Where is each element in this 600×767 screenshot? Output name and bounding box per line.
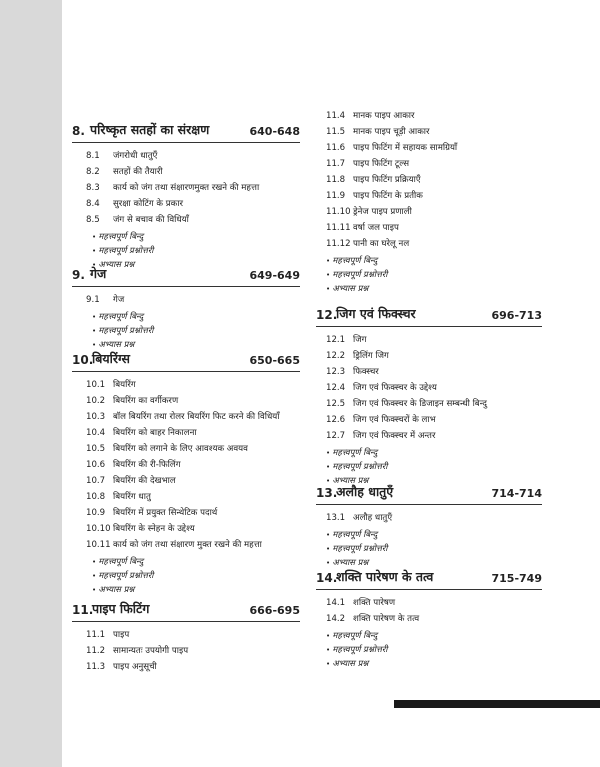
footer-bar <box>394 700 600 708</box>
toc-bullet-item[interactable]: • महत्त्वपूर्ण प्रश्नोत्तरी <box>326 266 387 282</box>
toc-entry-number: 11.2 <box>86 646 106 656</box>
toc-entry-number: 10.2 <box>86 396 106 406</box>
chapter-pages: 666-695 <box>249 604 300 617</box>
chapter-heading[interactable] <box>72 345 300 372</box>
toc-entry[interactable] <box>86 164 163 180</box>
toc-entry-title: जिग एवं फिक्स्चरों के लाभ <box>353 415 436 425</box>
toc-entry[interactable] <box>86 489 151 505</box>
chapter-pages: 649-649 <box>249 269 300 282</box>
toc-entry-title: पाइप फिटिंग के प्रतीक <box>353 191 423 201</box>
toc-entry-title: बियरिंग को लगाने के लिए आवश्यक अवयव <box>113 444 248 454</box>
toc-entry-title: बॉल बियरिंग तथा रोलर बियरिंग फिट करने की विधियाँ <box>113 412 280 422</box>
toc-entry-number: 8.5 <box>86 215 100 225</box>
toc-entry-number: 11.1 <box>86 630 106 640</box>
toc-entry[interactable] <box>326 412 436 428</box>
chapter-pages: 714-714 <box>491 487 542 500</box>
toc-entry-title: वर्षा जल पाइप <box>353 223 399 233</box>
toc-bullet-item[interactable]: • अभ्यास प्रश्न <box>326 280 368 296</box>
toc-entry-title: बियरिंग का वर्गीकरण <box>113 396 179 406</box>
toc-entry[interactable] <box>326 236 409 252</box>
toc-entry-title: सतहों की तैयारी <box>113 167 163 177</box>
toc-entry[interactable] <box>86 473 176 489</box>
toc-entry-title: मानक पाइप चूड़ी आकार <box>353 127 430 137</box>
toc-bullet-item[interactable]: • महत्त्वपूर्ण बिन्दु <box>326 444 377 460</box>
toc-entry-number: 10.8 <box>86 492 106 502</box>
toc-entry-title: जिग एवं फिक्स्चर में अन्तर <box>353 431 436 441</box>
chapter-title: परिष्कृत सतहों का संरक्षण <box>90 122 210 137</box>
toc-bullet-item[interactable]: • महत्त्वपूर्ण बिन्दु <box>326 627 377 643</box>
toc-entry-title: सुरक्षा कोटिंग के प्रकार <box>113 199 183 209</box>
chapter-title: पाइप फिटिंग <box>92 601 150 616</box>
toc-entry[interactable] <box>86 212 189 228</box>
toc-entry-title: सामान्यतः उपयोगी पाइप <box>113 646 189 656</box>
toc-bullet-item[interactable]: • महत्त्वपूर्ण बिन्दु <box>326 252 377 268</box>
toc-entry-title: पाइप <box>113 630 130 640</box>
toc-entry[interactable] <box>326 396 487 412</box>
toc-bullet-item[interactable]: • महत्त्वपूर्ण बिन्दु <box>326 526 377 542</box>
toc-entry[interactable] <box>86 180 259 196</box>
toc-entry-number: 11.11 <box>326 223 351 233</box>
toc-entry-number: 10.9 <box>86 508 106 518</box>
toc-entry-title: पाइप फिटिंग टूल्स <box>353 159 410 169</box>
toc-entry[interactable] <box>326 428 435 444</box>
toc-entry-title: जिग एवं फिक्स्चर के डिजाइन सम्बन्धी बिन्दु <box>353 399 487 409</box>
toc-entry[interactable] <box>326 611 419 627</box>
toc-entry-title: बियरिंग में प्रयुक्त सिन्थेटिक पदार्थ <box>113 508 218 518</box>
toc-entry-title: ड्रेनेज पाइप प्रणाली <box>353 207 412 217</box>
toc-entry-title: ड्रिलिंग जिग <box>353 351 389 361</box>
chapter-pages: 650-665 <box>249 354 300 367</box>
toc-entry-number: 10.3 <box>86 412 106 422</box>
toc-entry-title: पाइप अनुसूची <box>113 662 157 672</box>
toc-entry-title: पानी का घरेलू नल <box>353 239 410 249</box>
toc-entry-title: बियरिंग की री-फिलिंग <box>113 460 181 470</box>
toc-entry-title: पाइप फिटिंग प्रक्रियाएँ <box>353 175 421 185</box>
toc-entry[interactable] <box>86 409 280 425</box>
chapter-heading[interactable] <box>72 595 300 622</box>
toc-entry-number: 8.3 <box>86 183 100 193</box>
toc-entry-title: गेज <box>113 295 125 305</box>
toc-entry-title: फिक्स्चर <box>353 367 379 377</box>
toc-bullet-item[interactable]: • महत्त्वपूर्ण प्रश्नोत्तरी <box>92 567 153 583</box>
toc-entry-number: 13.1 <box>326 513 346 523</box>
toc-entry-number: 10.4 <box>86 428 106 438</box>
toc-bullet-item[interactable]: • अभ्यास प्रश्न <box>326 472 368 488</box>
toc-entry[interactable] <box>86 505 217 521</box>
toc-entry[interactable] <box>86 441 248 457</box>
toc-entry[interactable] <box>326 595 395 611</box>
toc-entry-title: मानक पाइप आकार <box>353 111 415 121</box>
chapter-number: 12. <box>316 308 338 322</box>
toc-entry[interactable] <box>326 510 392 526</box>
toc-entry-number: 11.5 <box>326 127 346 137</box>
chapter-title: बियरिंग्स <box>92 351 130 366</box>
toc-entry-number: 11.6 <box>326 143 346 153</box>
toc-entry[interactable] <box>86 196 183 212</box>
chapter-heading[interactable] <box>316 478 542 505</box>
toc-entry[interactable] <box>326 332 366 348</box>
toc-entry[interactable] <box>326 348 389 364</box>
toc-entry-number: 12.3 <box>326 367 346 377</box>
toc-entry[interactable] <box>326 172 421 188</box>
toc-entry[interactable] <box>86 643 188 659</box>
toc-entry-title: कार्य को जंग तथा संक्षारण मुक्त रखने की महत्ता <box>113 540 262 550</box>
toc-entry-number: 14.2 <box>326 614 346 624</box>
toc-bullet-item[interactable]: • महत्त्वपूर्ण प्रश्नोत्तरी <box>92 322 153 338</box>
toc-entry-number: 10.6 <box>86 460 106 470</box>
toc-entry-title: जिग एवं फिक्स्चर के उद्देश्य <box>353 383 437 393</box>
toc-bullet-item[interactable]: • महत्त्वपूर्ण प्रश्नोत्तरी <box>326 540 387 556</box>
toc-entry-number: 10.7 <box>86 476 106 486</box>
toc-entry-number: 11.10 <box>326 207 351 217</box>
toc-entry-number: 9.1 <box>86 295 100 305</box>
toc-entry-number: 12.2 <box>326 351 346 361</box>
toc-bullet-item[interactable]: • अभ्यास प्रश्न <box>92 256 134 272</box>
toc-bullet-item[interactable]: • अभ्यास प्रश्न <box>92 336 134 352</box>
toc-entry[interactable] <box>86 292 124 308</box>
chapter-number: 13. <box>316 486 338 500</box>
toc-entry[interactable] <box>86 148 157 164</box>
chapter-pages: 715-749 <box>491 572 542 585</box>
chapter-title: गेज <box>90 266 107 281</box>
toc-entry-title: कार्य को जंग तथा संक्षारणमुक्त रखने की महत्ता <box>113 183 260 193</box>
toc-entry-title: शक्ति पारेषण के तत्व <box>353 614 420 624</box>
toc-entry-number: 8.4 <box>86 199 100 209</box>
toc-entry-number: 14.1 <box>326 598 346 608</box>
toc-entry[interactable] <box>326 156 409 172</box>
toc-entry[interactable] <box>326 364 379 380</box>
toc-bullet-item[interactable]: • अभ्यास प्रश्न <box>92 581 134 597</box>
toc-bullet-item[interactable]: • महत्त्वपूर्ण प्रश्नोत्तरी <box>326 641 387 657</box>
chapter-title: शक्ति पारेषण के तत्व <box>336 569 434 584</box>
toc-entry-title: बियरिंग को बाहर निकालना <box>113 428 197 438</box>
page-margin-strip <box>0 0 62 767</box>
chapter-number: 10. <box>72 353 94 367</box>
toc-bullet-item[interactable]: • महत्त्वपूर्ण प्रश्नोत्तरी <box>92 242 153 258</box>
toc-entry[interactable] <box>86 537 262 553</box>
toc-entry-number: 11.12 <box>326 239 351 249</box>
toc-entry-number: 10.11 <box>86 540 111 550</box>
toc-bullet-item[interactable]: • अभ्यास प्रश्न <box>326 554 368 570</box>
toc-entry-title: बियरिंग के स्नेहन के उद्देश्य <box>113 524 195 534</box>
toc-entry-number: 12.4 <box>326 383 346 393</box>
toc-bullet-item[interactable]: • अभ्यास प्रश्न <box>326 655 368 671</box>
chapter-heading[interactable] <box>72 116 300 143</box>
toc-entry-title: जंगरोधी धातुएँ <box>113 151 158 161</box>
chapter-number: 9. <box>72 268 85 282</box>
toc-entry[interactable] <box>326 220 399 236</box>
toc-entry-number: 12.5 <box>326 399 346 409</box>
toc-entry[interactable] <box>326 108 415 124</box>
toc-entry-number: 10.10 <box>86 524 111 534</box>
toc-entry-number: 11.3 <box>86 662 106 672</box>
chapter-heading[interactable] <box>316 563 542 590</box>
chapter-heading[interactable] <box>316 300 542 327</box>
toc-entry-number: 11.4 <box>326 111 346 121</box>
chapter-title: जिग एवं फिक्स्चर <box>336 306 416 321</box>
toc-entry-title: जंग से बचाव की विधियाँ <box>113 215 189 225</box>
toc-bullet-item[interactable]: • महत्त्वपूर्ण बिन्दु <box>92 228 143 244</box>
toc-entry[interactable] <box>326 140 457 156</box>
chapter-number: 11. <box>72 603 94 617</box>
toc-entry[interactable] <box>86 627 129 643</box>
toc-entry[interactable] <box>86 425 197 441</box>
toc-entry-number: 10.5 <box>86 444 106 454</box>
toc-entry[interactable] <box>326 188 423 204</box>
toc-entry-title: बियरिंग <box>113 380 136 390</box>
toc-entry-number: 11.7 <box>326 159 346 169</box>
toc-entry-number: 12.6 <box>326 415 346 425</box>
toc-entry[interactable] <box>86 659 157 675</box>
toc-entry-title: अलौह धातुएँ <box>353 513 393 523</box>
toc-entry-number: 8.2 <box>86 167 100 177</box>
chapter-number: 8. <box>72 124 85 138</box>
toc-entry-number: 10.1 <box>86 380 106 390</box>
toc-entry[interactable] <box>86 521 195 537</box>
toc-bullet-item[interactable]: • महत्त्वपूर्ण प्रश्नोत्तरी <box>326 458 387 474</box>
toc-entry[interactable] <box>326 204 412 220</box>
toc-entry-title: पाइप फिटिंग में सहायक सामग्रियाँ <box>353 143 458 153</box>
chapter-pages: 696-713 <box>491 309 542 322</box>
toc-entry[interactable] <box>326 380 437 396</box>
toc-bullet-item[interactable]: • महत्त्वपूर्ण बिन्दु <box>92 308 143 324</box>
toc-entry[interactable] <box>86 377 136 393</box>
toc-entry-title: जिग <box>353 335 367 345</box>
toc-entry[interactable] <box>86 457 181 473</box>
toc-entry-title: बियरिंग धातु <box>113 492 151 502</box>
toc-entry[interactable] <box>326 124 430 140</box>
toc-entry-number: 11.8 <box>326 175 346 185</box>
chapter-heading[interactable] <box>72 260 300 287</box>
toc-entry-number: 12.1 <box>326 335 346 345</box>
toc-entry-number: 12.7 <box>326 431 346 441</box>
toc-entry[interactable] <box>86 393 178 409</box>
chapter-title: अलौह धातुएँ <box>336 484 394 499</box>
toc-entry-title: बियरिंग की देखभाल <box>113 476 176 486</box>
chapter-number: 14. <box>316 571 338 585</box>
chapter-pages: 640-648 <box>249 125 300 138</box>
toc-bullet-item[interactable]: • महत्त्वपूर्ण बिन्दु <box>92 553 143 569</box>
toc-entry-title: शक्ति पारेषण <box>353 598 396 608</box>
toc-entry-number: 11.9 <box>326 191 346 201</box>
toc-entry-number: 8.1 <box>86 151 100 161</box>
